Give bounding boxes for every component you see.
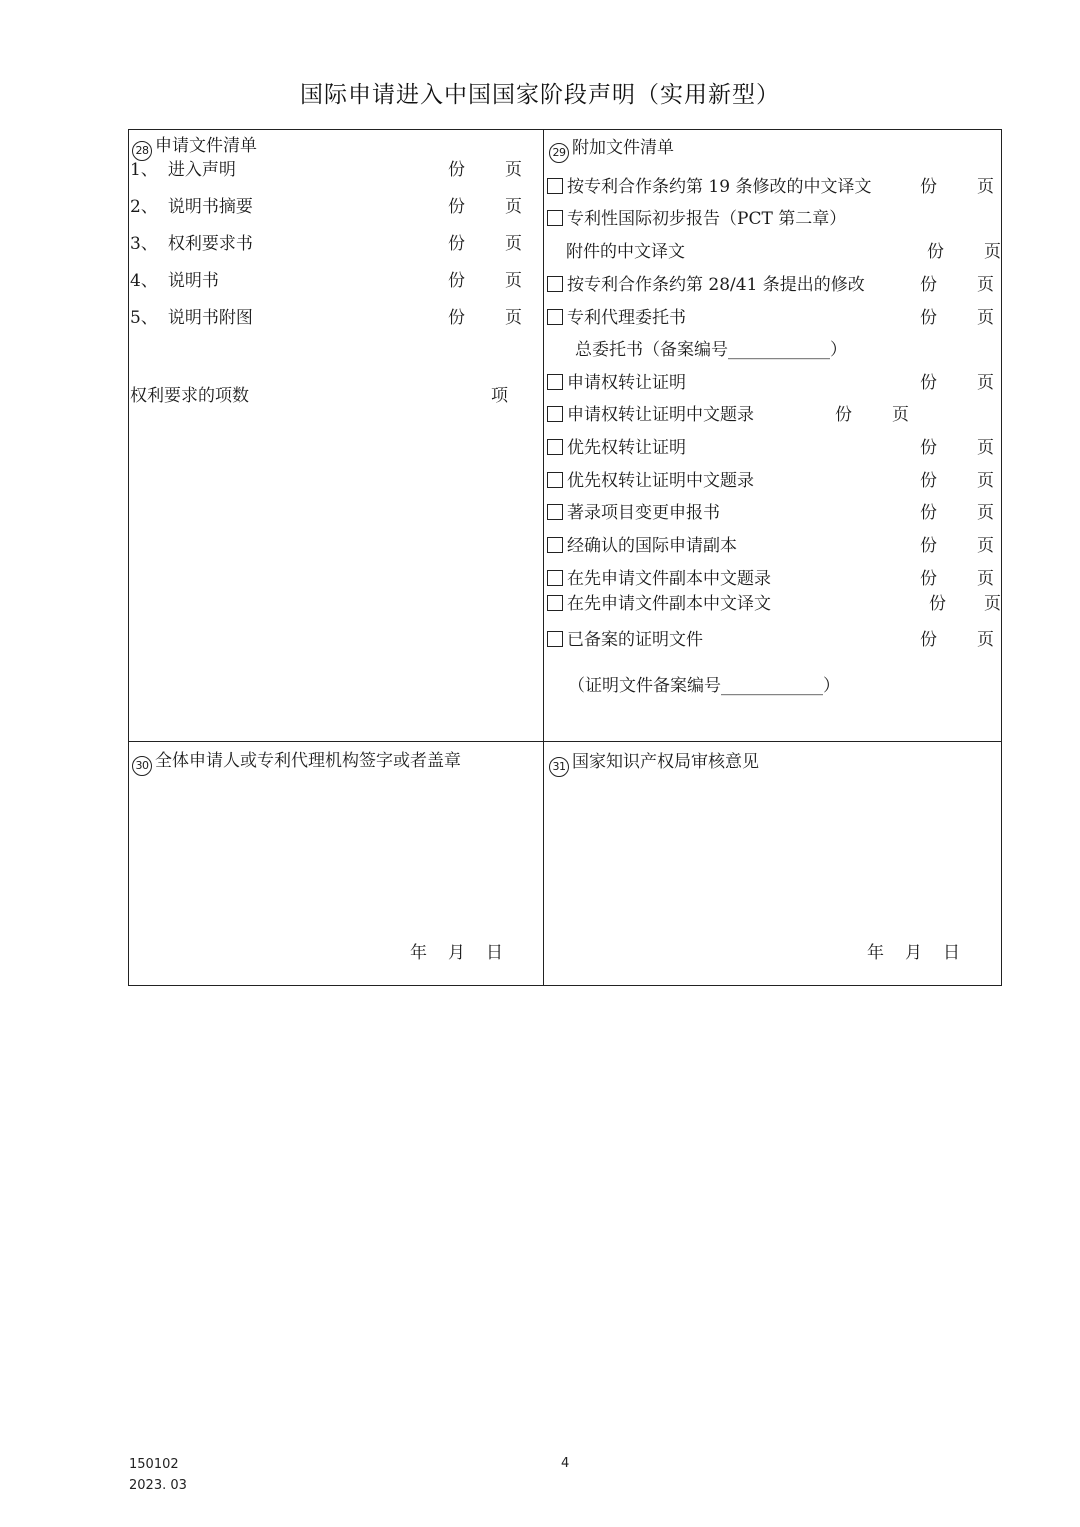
copies-unit: 份	[920, 373, 937, 393]
attach-item-10[interactable]	[547, 536, 737, 556]
item-number: 3、	[130, 234, 158, 254]
pages-unit: 页	[505, 160, 522, 180]
attach-item-6[interactable]	[547, 405, 754, 425]
attach-label: 专利代理委托书	[567, 308, 686, 328]
pages-unit: 页	[977, 177, 994, 197]
item-label: 进入声明	[167, 160, 236, 180]
checkbox[interactable]	[547, 504, 563, 520]
pages-unit: 页	[977, 373, 994, 393]
copies-unit: 份	[920, 438, 937, 458]
review-date-day: 日	[943, 943, 960, 963]
sign-date-day: 日	[486, 943, 503, 963]
circled-number-31: 31	[549, 757, 569, 777]
attach-label: 著录项目变更申报书	[567, 503, 720, 523]
pages-unit: 页	[977, 275, 994, 295]
pages-unit: 页	[977, 471, 994, 491]
circled-number-28: 28	[132, 141, 152, 161]
pages-unit: 页	[977, 569, 994, 589]
item-label: 说明书	[167, 271, 219, 291]
form-code: 150102	[129, 1457, 179, 1472]
section-28-label: 申请文件清单	[155, 136, 257, 156]
copies-unit: 份	[448, 271, 465, 291]
table-border-right	[1001, 129, 1002, 986]
attach-label: 专利性国际初步报告（PCT 第二章）	[567, 209, 847, 229]
attach-label: 申请权转让证明中文题录	[567, 405, 754, 425]
certificate-record-number: （证明文件备案编号____________）	[568, 676, 840, 696]
pages-unit: 页	[977, 630, 994, 650]
copies-unit: 份	[929, 594, 946, 614]
item-number: 5、	[130, 308, 158, 328]
checkbox[interactable]	[547, 374, 563, 390]
item-label: 说明书附图	[167, 308, 253, 328]
pages-unit: 页	[505, 234, 522, 254]
section-28-heading	[132, 136, 257, 161]
pages-unit: 页	[984, 242, 1001, 262]
attach-item-9[interactable]	[547, 503, 720, 523]
checkbox[interactable]	[547, 537, 563, 553]
attach-label: 优先权转让证明	[567, 438, 686, 458]
pages-unit: 页	[892, 405, 909, 425]
pages-unit: 页	[977, 308, 994, 328]
attach-label: 在先申请文件副本中文译文	[567, 594, 771, 614]
item-number: 4、	[130, 271, 158, 291]
form-version-date: 2023. 03	[129, 1478, 187, 1493]
page-title: 国际申请进入中国国家阶段声明（实用新型）	[300, 82, 780, 108]
attach-item-4[interactable]	[547, 308, 686, 328]
attach-label: 已备案的证明文件	[567, 630, 703, 650]
doc-item-4	[130, 271, 219, 291]
attach-item-3[interactable]	[547, 275, 865, 295]
doc-item-2	[130, 197, 253, 217]
copies-unit: 份	[920, 503, 937, 523]
checkbox[interactable]	[547, 210, 563, 226]
item-label: 说明书摘要	[167, 197, 253, 217]
pages-unit: 页	[977, 503, 994, 523]
section-29-label: 附加文件清单	[572, 138, 674, 158]
review-date-month: 月	[905, 943, 922, 963]
pages-unit: 页	[505, 308, 522, 328]
attach-item-11[interactable]	[547, 569, 771, 589]
copies-unit: 份	[920, 177, 937, 197]
checkbox[interactable]	[547, 595, 563, 611]
attach-label: 优先权转让证明中文题录	[567, 471, 754, 491]
checkbox[interactable]	[547, 406, 563, 422]
claims-count-label: 权利要求的项数	[130, 386, 249, 406]
copies-unit: 份	[920, 471, 937, 491]
sign-date-year: 年	[410, 943, 427, 963]
copies-unit: 份	[920, 275, 937, 295]
section-31-label: 国家知识产权局审核意见	[572, 752, 759, 772]
table-border-left	[128, 129, 129, 986]
attach-item-13[interactable]	[547, 630, 703, 650]
checkbox[interactable]	[547, 178, 563, 194]
copies-unit: 份	[448, 160, 465, 180]
section-30-label: 全体申请人或专利代理机构签字或者盖章	[155, 751, 461, 771]
copies-unit: 份	[920, 569, 937, 589]
pages-unit: 页	[977, 536, 994, 556]
item-number: 2、	[130, 197, 158, 217]
checkbox[interactable]	[547, 472, 563, 488]
page-number: 4	[561, 1456, 570, 1471]
attach-item-2[interactable]	[547, 209, 846, 229]
checkbox[interactable]	[547, 631, 563, 647]
section-31-heading	[549, 752, 759, 777]
copies-unit: 份	[920, 308, 937, 328]
items-unit: 项	[491, 386, 508, 406]
table-border-bottom	[128, 985, 1002, 986]
pages-unit: 页	[505, 197, 522, 217]
attach-item-5[interactable]	[547, 373, 686, 393]
table-divider-vertical	[543, 129, 544, 986]
checkbox[interactable]	[547, 276, 563, 292]
circled-number-30: 30	[132, 756, 152, 776]
item-number: 1、	[130, 160, 158, 180]
attach-label: 按专利合作条约第 19 条修改的中文译文	[567, 177, 872, 197]
sign-date-month: 月	[448, 943, 465, 963]
pages-unit: 页	[505, 271, 522, 291]
general-power-of-attorney: 总委托书（备案编号____________）	[575, 340, 847, 360]
doc-item-3	[130, 234, 253, 254]
section-29-heading	[549, 138, 674, 163]
checkbox[interactable]	[547, 570, 563, 586]
attach-item-2-cont: 附件的中文译文	[566, 242, 685, 262]
review-date-year: 年	[867, 943, 884, 963]
checkbox[interactable]	[547, 439, 563, 455]
checkbox[interactable]	[547, 309, 563, 325]
attach-label: 按专利合作条约第 28/41 条提出的修改	[567, 275, 865, 295]
copies-unit: 份	[448, 234, 465, 254]
circled-number-29: 29	[549, 143, 569, 163]
section-30-heading	[132, 751, 461, 776]
copies-unit: 份	[927, 242, 944, 262]
attach-label: 在先申请文件副本中文题录	[567, 569, 771, 589]
table-divider-horizontal	[128, 741, 1002, 742]
pages-unit: 页	[977, 438, 994, 458]
doc-item-1	[130, 160, 236, 180]
copies-unit: 份	[448, 197, 465, 217]
attach-label: 申请权转让证明	[567, 373, 686, 393]
item-label: 权利要求书	[167, 234, 253, 254]
copies-unit: 份	[920, 630, 937, 650]
copies-unit: 份	[835, 405, 852, 425]
copies-unit: 份	[448, 308, 465, 328]
attach-label: 经确认的国际申请副本	[567, 536, 737, 556]
attach-item-7[interactable]	[547, 438, 686, 458]
attach-item-8[interactable]	[547, 471, 754, 491]
attach-item-1[interactable]	[547, 177, 871, 197]
table-border-top	[128, 129, 1002, 130]
pages-unit: 页	[984, 594, 1001, 614]
attach-item-12[interactable]	[547, 594, 771, 614]
doc-item-5	[130, 308, 253, 328]
copies-unit: 份	[920, 536, 937, 556]
